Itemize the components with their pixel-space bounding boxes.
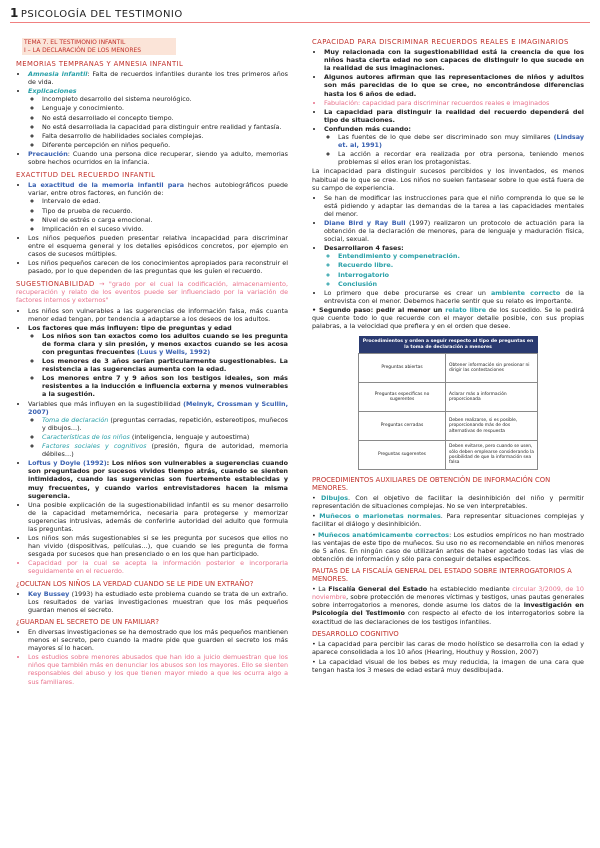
- text: . Para representar situaciones complejas y facilitar el diálogo y desinhibición.: [312, 512, 584, 529]
- page-number: 1: [10, 6, 19, 20]
- text: Los niños son tan exactos como los adultos cuando se les pregunta de forma clara y sin presión, y menos exactos cuando se les acosa con preguntas frecuentes: [42, 331, 288, 356]
- sublist-item: ◦ Entendimiento y compenetración.: [338, 252, 584, 260]
- sublist-item: ◦ Diferente percepción en niños pequeño.: [42, 141, 288, 149]
- sublist-item: ◦ Incompleto desarrollo del sistema neurológico.: [42, 95, 288, 103]
- sublist: [324, 252, 584, 287]
- list-item: • Los niños son más sugestionables si se les pregunta por sucesos que ellos no han vivido (dispositivas, películas…), que cuando se les pregunta de forma sesgada por sucesos que han presenciado o en los que han participado.: [28, 534, 288, 558]
- term: La exactitud de la memoria infantil para: [28, 181, 185, 190]
- left-column: [16, 38, 288, 687]
- paragraph: [16, 280, 288, 304]
- list-item: • La capacidad para distinguir la realidad del recuerdo dependerá del tipo de situaciones.: [324, 108, 584, 124]
- list-item: [28, 181, 288, 233]
- list: [312, 48, 584, 166]
- sublist-item: [42, 416, 288, 432]
- term: Muñecos o marionetas normales: [319, 512, 441, 521]
- sublist-item: ◦ No está desarrollada la capacidad para distinguir entre realidad y fantasía.: [42, 123, 288, 131]
- sublist: [28, 416, 288, 458]
- term: Muñecos anatómicamente correctos: [318, 530, 450, 539]
- term: Explicaciones: [28, 87, 77, 96]
- section-heading: CAPACIDAD PARA DISCRIMINAR RECUERDOS REALES E IMAGINARIOS: [312, 38, 569, 46]
- definition: → "grado por el cual la codificación, almacenamiento, recuperación y relato de los eventos puede ser influenciado por la variación de factores internos y externos": [16, 280, 288, 305]
- sublist: [28, 332, 288, 399]
- table-cell: Obtener información sin presionar ni dirigir las contestaciones: [446, 354, 538, 383]
- citation: (Melnyk, Crossman y Scullin, 2007): [28, 399, 288, 416]
- text: (inteligencia, lenguaje y autoestima): [129, 432, 250, 441]
- term: relato libre: [445, 305, 487, 314]
- sublist-item: [42, 433, 288, 441]
- sublist-item: ◦ Los menores entre 7 y 9 años son los testigos ideales, son más resistentes a la inducción e influencia externa y menos vulnerables a la sugestión.: [42, 374, 288, 398]
- section-heading: DESARROLLO COGNITIVO: [312, 629, 399, 638]
- list-item: [28, 590, 288, 614]
- section-heading: EXACTITUD DEL RECUERDO INFANTIL: [16, 171, 156, 180]
- sublist-item: ◦ Intervalo de edad.: [42, 197, 288, 205]
- citation: circular 3/2009, de 10 noviembre: [312, 585, 584, 602]
- text: (preguntas cerradas, repetición, estereotipos, muñecos y dibujos…).: [42, 415, 288, 432]
- text: Desarrollaron 4 fases:: [324, 244, 404, 253]
- sublist-item: ◦ Conclusión: [338, 280, 584, 288]
- text: Las fuentes de lo que debe ser discriminado son muy similares: [338, 133, 554, 142]
- term: ambiente correcto: [490, 288, 561, 297]
- sublist-item: [42, 442, 288, 458]
- sublist-item: ◦ La acción a recordar era realizada por otra persona, teniendo menos problemas si ellos eran los protagonistas.: [338, 150, 584, 166]
- tema-title: TEMA 7. EL TESTIMONIO INFANTIL: [24, 39, 126, 46]
- paragraph: • Dibujos. Con el objetivo de facilitar la desinhibición del niño y permitir representación de situaciones complejas. No se ven interpretables.: [312, 494, 584, 511]
- text: de la entrevista con el menor. Debemos hacerle sentir que su relato es importante.: [324, 288, 584, 305]
- question-procedure-table: [358, 336, 538, 470]
- section-heading: MEMORIAS TEMPRANAS Y AMNESIA INFANTIL: [16, 60, 184, 68]
- text: • Segundo paso: pedir al menor un: [312, 305, 446, 314]
- citation: Key Bussey: [28, 589, 70, 598]
- sublist-item: [42, 332, 288, 356]
- term: Dibujos: [321, 494, 349, 503]
- list-item: [324, 219, 584, 243]
- sublist: [324, 133, 584, 166]
- table-header-row: [359, 336, 538, 353]
- citation: Loftus y Doyle (1992): [28, 459, 107, 468]
- list: [16, 181, 288, 275]
- tema-subtitle: I – LA DECLARACIÓN DE LOS MENORES: [24, 46, 142, 54]
- text: : Falta de recuerdos infantiles durante los tres primeros años de vida.: [28, 70, 289, 87]
- list-item: • Capacidad por la cual se acepta la información posterior e incorporarla seguidamente en el recuerdo.: [28, 559, 288, 575]
- sublist-item: ◦ Los menores de 3 años serían particularmente sugestionables. La resistencia a las sugerencias aumenta con la edad.: [42, 357, 288, 373]
- sublist-item: ◦ Nivel de estrés o carga emocional.: [42, 216, 288, 224]
- section-heading: ¿GUARDAN EL SECRETO DE UN FAMILIAR?: [16, 617, 159, 626]
- citation: (Luus y Wells, 1992): [137, 348, 211, 356]
- list-item: [28, 150, 288, 166]
- list-item: [324, 289, 584, 305]
- page-header: [10, 6, 183, 20]
- text: Los factores que más influyen: tipo de preguntas y edad: [28, 323, 232, 332]
- table-row: [359, 441, 538, 470]
- text: (1997) realizaron un protocolo de actuación para la obtención de la declaración de menores, para de lenguaje y maduración física, social, sexual.: [324, 218, 584, 244]
- sublist-item: ◦ Tipo de prueba de recuerdo.: [42, 207, 288, 215]
- list: [16, 70, 288, 166]
- list: [16, 590, 288, 614]
- table-cell: Deben realizarse, si es posible, proporcionando más de dos alternativas de respuesta: [446, 412, 538, 441]
- text: Confunden más cuando:: [324, 124, 411, 133]
- section-heading: PROCEDIMIENTOS AUXILIARES DE OBTENCIÓN DE INFORMACIÓN CON MENORES.: [312, 476, 551, 493]
- text: Fiscalía General del Estado: [328, 585, 428, 594]
- text: con respecto al efecto de los interrogatorios sobre la exactitud de las declaraciones de los testigos infantiles.: [312, 609, 584, 626]
- paragraph: • La capacidad visual de los bebes es muy reducida, la imagen de una cara que tengan hasta los 3 meses de edad estará muy desdibujada.: [312, 657, 584, 674]
- list-item: • Una posible explicación de la sugestionabilidad infantil es su menor desarrollo de la capacidad metamemórica, necesaria para protegerse y memorizar sugerencias intrusivas, además de conferirle autoridad del adulto que formula las preguntas.: [28, 501, 288, 533]
- text: ha establecido mediante: [427, 585, 513, 594]
- text: investigación en Psicología del Testimonio: [312, 601, 584, 618]
- term: Amnesia infantil: [28, 70, 88, 79]
- text: Variables que más influyen en la sugestibilidad: [28, 399, 184, 408]
- table-header: Procedimientos y orden a seguir respecto al tipo de preguntas en la toma de declaración a menores: [359, 336, 538, 353]
- sublist: [28, 197, 288, 232]
- list-item: [28, 459, 288, 499]
- list: [16, 307, 288, 576]
- list-item: [28, 87, 288, 149]
- table-cell: Aclarar más a información proporcionada: [446, 383, 538, 412]
- header-divider: [10, 22, 590, 23]
- paragraph: [312, 585, 584, 625]
- sublist: [28, 95, 288, 149]
- sublist-item: ◦ Implicación en el suceso vivido.: [42, 225, 288, 233]
- text: hechos autobiográficos puede variar, entre otros factores, en función de:: [28, 181, 288, 198]
- list-item: • En diversas investigaciones se ha demostrado que los más pequeños mantienen menos el secreto, pero cuando la madre pide que guarden el secreto los más mayores sí lo hacen.: [28, 628, 288, 652]
- list-item: • Se han de modificar las instrucciones para que el niño comprenda lo que se le está pidiendo y adaptar las demandas de la tarea a las capacidades mentales del menor.: [324, 194, 584, 218]
- sublist-item: ◦ Recuerdo libre.: [338, 261, 584, 269]
- page-title: PSICOLOGÍA DEL TESTIMONIO: [20, 9, 183, 20]
- sublist-item: ◦ No está desarrollado el concepto tiempo.: [42, 114, 288, 122]
- tema-box: [22, 38, 176, 55]
- list-item: • Los niños pequeños pueden presentar relativa incapacidad para discriminar entre el esquema general y los detalles episódicos concretos, por ejemplo en casos de sucesos múltiples.: [28, 234, 288, 258]
- list-item: • Algunos autores afirman que las representaciones de niños y adultos son más parecidas de lo que se cree, no encontrándose diferencias hasta los 6 años de edad.: [324, 73, 584, 97]
- term: Precaución: [28, 149, 68, 158]
- text: : Los estudios empíricos no han mostrado las ventajas de este tipo de muñecos. Su uso no es recomendable en niños menores de 5 años. En ningún caso de utilizarán antes de haber agotado todas las vías de obtención de información y sólo para conseguir detalles específicos.: [312, 530, 584, 563]
- term: Características de los niños: [42, 432, 130, 441]
- text: . Con el objetivo de facilitar la desinhibición del niño y permitir representación de situaciones complejas. No se ven interpretables.: [312, 494, 584, 511]
- right-column: [312, 38, 584, 676]
- list-item: • Los niños son vulnerables a las sugerencias de información falsa, más cuanta menor edad tengan, por tendencia a adaptarse a los deseos de los adultos.: [28, 307, 288, 323]
- section-heading: SUGESTIONABILIDAD: [16, 280, 95, 289]
- term: Toma de declaración: [42, 415, 109, 424]
- table-cell: Preguntas sugerentes: [359, 441, 446, 470]
- text: de los sucedido. Se le pedirá que cuente todo lo que recuerde con el mayor detalle posible, con sus propias palabras, a la velocidad que prefiera y en el orden que desee.: [312, 305, 584, 331]
- table-cell: Preguntas abiertas: [359, 354, 446, 383]
- list-item: [28, 400, 288, 459]
- list-item: • Los niños pequeños carecen de los conocimientos apropiados para reconstruir el pasado, por lo que dependen de las preguntas que les guíen el recuerdo.: [28, 259, 288, 275]
- table-row: [359, 412, 538, 441]
- list: [16, 628, 288, 686]
- list-item: [28, 70, 288, 86]
- text: (presión, figura de autoridad, memoria débiles…): [42, 442, 288, 459]
- paragraph: • La capacidad para percibir las caras de modo holístico se desarrolla con la edad y aparece consolidada a los 10 años (Hearing, Houthuy y Rossion, 2007): [312, 639, 584, 656]
- list-item: • Muy relacionada con la sugestionabilidad está la creencia de que los niños hasta cierta edad no son capaces de distinguir lo que sucede en la realidad de sus imaginaciones.: [324, 48, 584, 72]
- paragraph: • Muñecos anatómicamente correctos: Los estudios empíricos no han mostrado las ventajas de este tipo de muñecos. Su uso no es recomendable en niños menores de 5 años. En ningún caso de utilizarán antes de haber agotado todas las vías de obtención de información y sólo para conseguir detalles específicos.: [312, 530, 584, 563]
- citation: (Lindsay et. al, 1991): [338, 133, 584, 150]
- table-cell: Preguntas específicas no sugerentes: [359, 383, 446, 412]
- sublist-item: ◦ Interrogatorio: [338, 271, 584, 279]
- citation: Diane Bird y Ray Bull: [324, 218, 406, 227]
- list-item: • Los estudios sobre menores abusados que han ido a juicio demuestran que los niños que también más en denunciar los abusos son los mayores. Ello se sienten responsables del abuso y los que tienen mayor miedo a que les ocurra algo a sus familiares.: [28, 653, 288, 685]
- term: Factores sociales y cognitivos: [42, 442, 147, 451]
- text: (1993) ha estudiado este problema cuando se trata de un extraño. Los resultados de varias investigaciones muestran que los más pequeños guardan menos el secreto.: [28, 589, 289, 614]
- section-heading: PAUTAS DE LA FISCALÍA GENERAL DEL ESTADO SOBRE INTERROGATORIOS A MENORES.: [312, 566, 572, 584]
- section-heading: ¿OCULTAN LOS NIÑOS LA VERDAD CUANDO SE LE PIDE UN EXTRAÑO?: [16, 579, 254, 588]
- table-row: [359, 383, 538, 412]
- list-item: [324, 125, 584, 166]
- table-cell: Deben evitarse, pero cuando se usen, sólo deben emplearse considerando la posibilidad de que la información sea falsa: [446, 441, 538, 470]
- list-item: • Fabulación: capacidad para discriminar recuerdos reales e imaginados: [324, 99, 584, 107]
- list-item: [324, 244, 584, 287]
- sublist-item: ◦ Lenguaje y conocimiento.: [42, 104, 288, 112]
- text: : Los niños son vulnerables a sugerencias cuando son preguntados por sucesos vividos tiempo atrás, cuando se sienten intimidados, cuando las sugerencias son fuertemente establecidas y muy frecuentes, y cuando varios entrevistadores hacen la misma sugerencia.: [28, 459, 288, 500]
- sublist-item: ◦ Falta desarrollo de habilidades sociales complejas.: [42, 132, 288, 140]
- paragraph: • Muñecos o marionetas normales. Para representar situaciones complejas y facilitar el diálogo y desinhibición.: [312, 512, 584, 529]
- text: : Cuando una persona dice recuperar, siendo ya adulto, memorias sobre hechos ocurridos en la infancia.: [28, 149, 288, 167]
- list-item: [28, 324, 288, 399]
- table-cell: Preguntas cerradas: [359, 412, 446, 441]
- sublist-item: [338, 133, 584, 149]
- text: Lo primero que debe procurarse es crear un: [324, 288, 491, 297]
- paragraph: La incapacidad para distinguir sucesos percibidos y los inventados, es menos habitual de lo que se cree. Los niños no suelen fantasear sobre lo que está fuera de su campo de experiencia.: [312, 167, 584, 192]
- list: [312, 194, 584, 305]
- text: , sobre protección de menores víctimas y testigos, unas pautas generales sobre interrogatorios a menores, donde asume los datos de la: [312, 593, 584, 610]
- text: • La: [312, 585, 329, 594]
- paragraph: [312, 306, 584, 330]
- table-row: [359, 354, 538, 383]
